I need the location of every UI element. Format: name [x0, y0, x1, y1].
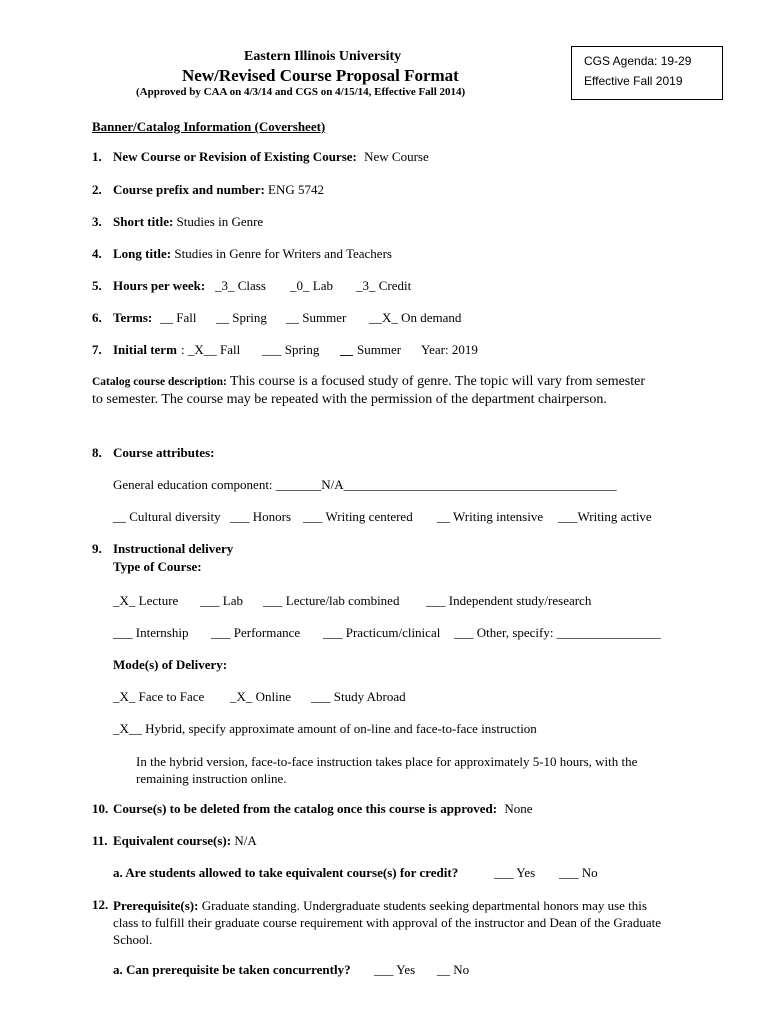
item-12a-no: __ No: [437, 962, 470, 977]
item-1-number: 1.: [92, 149, 102, 164]
attr-writing-centered: ___ Writing centered: [303, 509, 413, 524]
item-11a-yes: ___ Yes: [494, 865, 536, 880]
hours-lab: _0_ Lab: [290, 278, 333, 293]
item-1-value: New Course: [364, 149, 429, 164]
item-4: [113, 246, 392, 262]
type-lecture: _X_ Lecture: [113, 593, 179, 608]
hours-class: _3_ Class: [215, 278, 266, 293]
hybrid-note: In the hybrid version, face-to-face instruction takes place for approximately 5-10 hours, with the remaining instruction online.: [136, 754, 638, 786]
item-11a-no: ___ No: [559, 865, 598, 880]
item-12: [113, 897, 673, 948]
item-3-number: 3.: [92, 214, 102, 229]
item-2-value: ENG 5742: [268, 182, 325, 197]
item-6-number: 6.: [92, 310, 102, 325]
approval-note: (Approved by CAA on 4/3/14 and CGS on 4/15/14, Effective Fall 2014): [136, 86, 466, 98]
item-9-label: Instructional delivery: [113, 541, 234, 556]
item-6-label: Terms:: [113, 310, 153, 325]
initial-year: Year: 2019: [421, 342, 478, 357]
item-2: [113, 182, 324, 198]
type-independent-study: ___ Independent study/research: [426, 593, 592, 608]
item-11-value: N/A: [234, 833, 257, 848]
mode-face-to-face: _X_ Face to Face: [113, 689, 205, 704]
item-4-label: Long title:: [113, 246, 172, 261]
catalog-description-label: Catalog course description:: [92, 376, 227, 388]
agenda-box: [571, 46, 723, 100]
item-11: [113, 833, 257, 849]
item-7-label: Initial term: [113, 342, 177, 357]
item-7-number: 7.: [92, 342, 102, 357]
type-other: ___ Other, specify: ________________: [454, 625, 661, 640]
item-11-label: Equivalent course(s):: [113, 833, 232, 848]
attr-cultural-diversity: __ Cultural diversity: [113, 509, 221, 524]
mode-online: _X_ Online: [230, 689, 292, 704]
item-1: [113, 149, 429, 165]
attr-honors: ___ Honors: [230, 509, 292, 524]
item-9-number: 9.: [92, 541, 102, 556]
term-on-demand: __X_ On demand: [369, 310, 462, 325]
type-of-course-label: Type of Course:: [113, 559, 202, 574]
initial-summer: Summer: [357, 342, 402, 357]
catalog-description-text: This course is a focused study of genre. The topic will vary from semester to semester. The course may be repeated with the permission of the department chairperson.: [92, 374, 646, 407]
agenda-effective: Effective Fall 2019: [584, 74, 683, 88]
item-4-value: Studies in Genre for Writers and Teachers: [174, 246, 392, 261]
hours-credit: _3_ Credit: [356, 278, 412, 293]
item-5-number: 5.: [92, 278, 102, 293]
item-1-label: New Course or Revision of Existing Course:: [113, 149, 357, 164]
item-5-label: Hours per week:: [113, 278, 206, 293]
item-10-value: None: [504, 801, 533, 816]
initial-summer-blank: __: [340, 342, 353, 357]
item-11a-question: a. Are students allowed to take equivalent course(s) for credit?: [113, 865, 459, 880]
type-practicum: ___ Practicum/clinical: [323, 625, 441, 640]
item-10-number: 10.: [92, 801, 109, 816]
item-12a-yes: ___ Yes: [374, 962, 416, 977]
item-12-label: Prerequisite(s):: [113, 898, 199, 913]
modes-of-delivery-label: Mode(s) of Delivery:: [113, 657, 228, 672]
item-11-number: 11.: [92, 833, 108, 848]
agenda-number: CGS Agenda: 19-29: [584, 54, 692, 68]
item-12-number: 12.: [92, 897, 109, 912]
attr-writing-intensive: __ Writing intensive: [437, 509, 544, 524]
gen-ed-component: General education component: _______N/A__________________________________________: [113, 477, 617, 492]
type-internship: ___ Internship: [113, 625, 189, 640]
type-lecture-lab: ___ Lecture/lab combined: [263, 593, 400, 608]
attr-writing-active: ___Writing active: [558, 509, 652, 524]
type-lab: ___ Lab: [200, 593, 243, 608]
form-title: New/Revised Course Proposal Format: [182, 66, 459, 85]
item-2-label: Course prefix and number:: [113, 182, 265, 197]
item-10: [113, 801, 532, 817]
type-performance: ___ Performance: [211, 625, 301, 640]
item-8-number: 8.: [92, 445, 102, 460]
mode-hybrid: _X__ Hybrid, specify approximate amount of on-line and face-to-face instruction: [113, 721, 537, 736]
item-4-number: 4.: [92, 246, 102, 261]
item-8-label: Course attributes:: [113, 445, 215, 460]
item-3: [113, 214, 263, 230]
university-name: Eastern Illinois University: [244, 49, 402, 64]
item-10-label: Course(s) to be deleted from the catalog once this course is approved:: [113, 801, 498, 816]
section-title: Banner/Catalog Information (Coversheet): [92, 119, 326, 134]
item-2-number: 2.: [92, 182, 102, 197]
initial-spring: ___ Spring: [262, 342, 320, 357]
item-12a-question: a. Can prerequisite be taken concurrently?: [113, 962, 351, 977]
initial-fall: : _X__ Fall: [181, 342, 241, 357]
item-12-text: Graduate standing. Undergraduate students seeking departmental honors may use this class to fulfill their graduate course requirement with approval of the instructor and Dean of the Graduate School.: [113, 898, 661, 947]
catalog-description: [92, 373, 652, 409]
term-spring: __ Spring: [216, 310, 267, 325]
item-3-label: Short title:: [113, 214, 174, 229]
term-summer: __ Summer: [286, 310, 347, 325]
mode-study-abroad: ___ Study Abroad: [311, 689, 406, 704]
item-3-value: Studies in Genre: [176, 214, 264, 229]
term-fall: __ Fall: [160, 310, 197, 325]
